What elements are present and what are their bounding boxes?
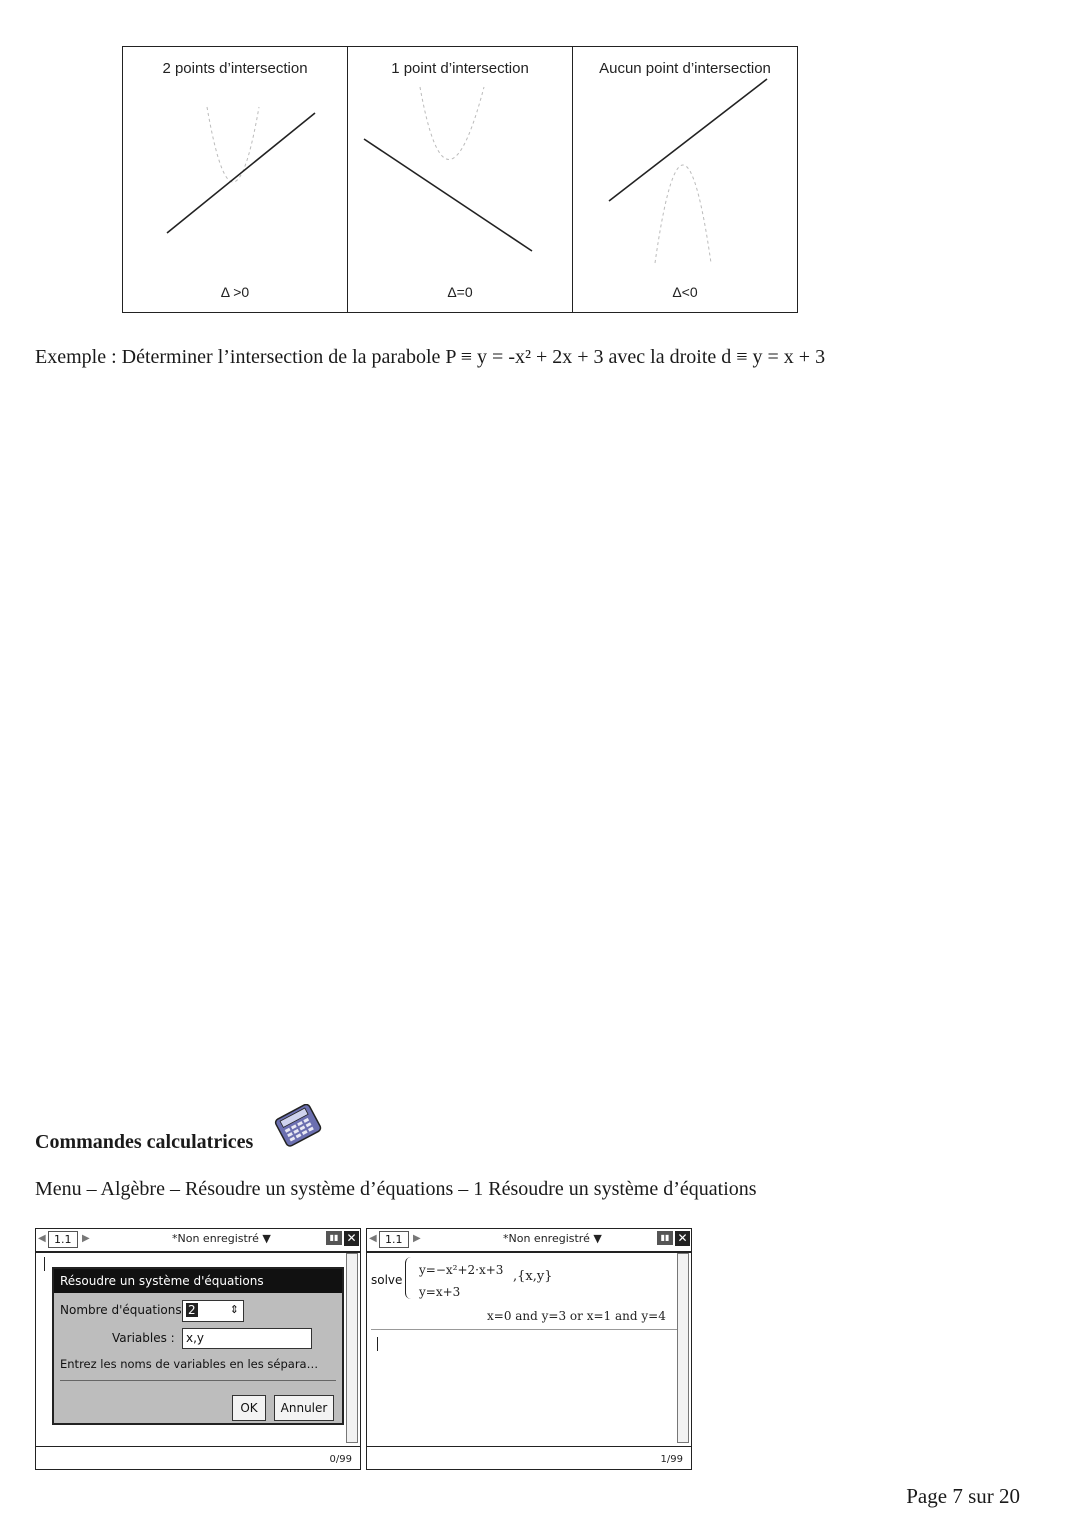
cancel-button[interactable]: Annuler (274, 1395, 334, 1421)
solve-system-dialog (52, 1267, 344, 1425)
screen-statusbar (36, 1446, 360, 1469)
case-delta: Δ=0 (447, 284, 473, 300)
system-brace (405, 1257, 412, 1299)
commands-heading: Commandes calculatrices (35, 1131, 254, 1153)
scrollbar[interactable] (677, 1253, 689, 1443)
line-cuts-parabola-twice-icon (123, 47, 347, 311)
battery-icon: ▮▮ (326, 1231, 342, 1245)
document-title[interactable]: *Non enregistré ▼ (503, 1232, 602, 1245)
entry-count: 1/99 (660, 1454, 683, 1465)
case-title: 1 point d’intersection (391, 60, 529, 77)
case-one-point (348, 47, 573, 312)
screen-topbar (36, 1229, 360, 1253)
calculator-screen-left (35, 1228, 361, 1470)
page-tab[interactable]: 1.1 (48, 1231, 78, 1248)
line-misses-parabola-icon (573, 47, 797, 311)
document-title[interactable]: *Non enregistré ▼ (172, 1232, 271, 1245)
menu-path: Menu – Algèbre – Résoudre un système d’équations – 1 Résoudre un système d’équations (35, 1178, 757, 1200)
example-text: Exemple : Déterminer l’intersection de la parabole P ≡ y = -x² + 2x + 3 avec la droite d ≡ y = x + 3 (35, 346, 826, 368)
entry-divider (371, 1329, 677, 1330)
case-two-points (123, 47, 348, 312)
screen-statusbar (367, 1446, 691, 1469)
tab-prev-icon[interactable]: ◀ (38, 1233, 46, 1244)
tab-prev-icon[interactable]: ◀ (369, 1233, 377, 1244)
text-cursor (44, 1257, 45, 1271)
intersection-cases-table (122, 46, 798, 313)
dialog-divider (60, 1380, 336, 1381)
equations-count-stepper[interactable] (182, 1300, 244, 1322)
variables-hint: Entrez les noms de variables en les sépara… (60, 1357, 319, 1371)
tab-next-icon[interactable]: ▶ (82, 1233, 90, 1244)
calculator-icon (270, 1104, 328, 1150)
equation-2: y=x+3 (419, 1285, 461, 1299)
stepper-arrows-icon[interactable]: ⇕ (229, 1303, 239, 1316)
page-number: Page 7 sur 20 (906, 1484, 1020, 1508)
calculator-screen-right (366, 1228, 692, 1470)
close-icon[interactable]: ✕ (675, 1231, 690, 1246)
equations-label: Nombre d'équations (60, 1303, 182, 1317)
text-cursor[interactable] (377, 1337, 378, 1351)
case-title: Aucun point d’intersection (599, 60, 771, 77)
solve-result: x=0 and y=3 or x=1 and y=4 (487, 1309, 666, 1323)
equations-count-value: 2 (188, 1303, 196, 1317)
dialog-title: Résoudre un système d'équations (54, 1269, 342, 1293)
variables-input[interactable]: x,y (182, 1328, 312, 1349)
close-icon[interactable]: ✕ (344, 1231, 359, 1246)
solve-command: solve (371, 1273, 403, 1287)
solve-variables: ,{x,y} (513, 1269, 553, 1284)
variables-label: Variables : (112, 1331, 175, 1345)
battery-icon: ▮▮ (657, 1231, 673, 1245)
case-no-point (573, 47, 797, 312)
equation-1: y=−x²+2·x+3 (419, 1263, 504, 1277)
screen-topbar (367, 1229, 691, 1253)
line-tangent-to-parabola-icon (348, 47, 572, 311)
page-tab[interactable]: 1.1 (379, 1231, 409, 1248)
ok-button[interactable]: OK (232, 1395, 266, 1421)
scrollbar[interactable] (346, 1253, 358, 1443)
case-title: 2 points d’intersection (162, 60, 308, 77)
entry-count: 0/99 (329, 1454, 352, 1465)
case-delta: Δ<0 (672, 284, 698, 300)
case-delta: Δ >0 (220, 284, 250, 300)
tab-next-icon[interactable]: ▶ (413, 1233, 421, 1244)
